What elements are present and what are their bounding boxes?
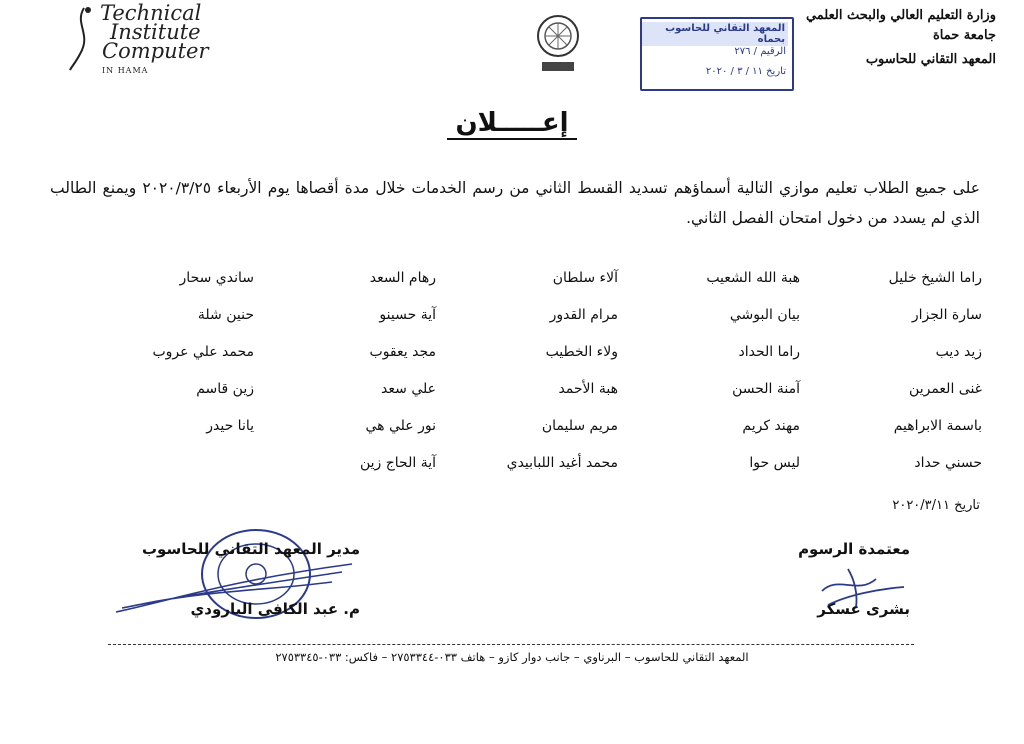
name-row <box>72 307 982 344</box>
student-name: ليس حوا <box>749 455 800 471</box>
announcement-title-text: إعـــــلان <box>447 108 576 140</box>
student-name: بيان البوشي <box>729 307 800 323</box>
name-row <box>72 344 982 381</box>
student-name: محمد أغيد اللبابيدي <box>506 455 618 471</box>
student-name: آية حسينو <box>379 307 436 323</box>
student-name: سارة الجزار <box>911 307 982 323</box>
ministry-name: وزارة التعليم العالي والبحث العلمي <box>805 8 996 23</box>
student-name: مريم سليمان <box>541 418 618 434</box>
student-name: باسمة الابراهيم <box>893 418 982 434</box>
fees-officer-title: معتمدة الرسوم <box>798 540 910 558</box>
student-name: رهام السعد <box>369 270 436 286</box>
director-title: مدير المعهد التقاني للحاسوب <box>141 540 360 558</box>
registration-stamp <box>640 17 794 91</box>
student-name: مرام القدور <box>549 307 618 323</box>
student-name: مهند كريم <box>742 418 800 434</box>
student-name: هبة الأحمد <box>558 381 618 397</box>
student-name: ولاء الخطيب <box>545 344 618 360</box>
ministry-header <box>806 6 996 70</box>
logo-word-institute: Institute <box>110 20 201 44</box>
institute-logo <box>72 1 209 80</box>
director-signature-icon <box>112 560 362 620</box>
student-names-list <box>72 270 982 492</box>
stamp-number: الرقيم / ٢٧٦ <box>734 46 786 57</box>
student-name: آمنة الحسن <box>732 381 800 397</box>
logo-word-computer: Computer <box>102 39 209 63</box>
stamp-title: المعهد التقاني للحاسوب بحماه <box>642 22 788 46</box>
student-name: مجد يعقوب <box>369 344 436 360</box>
university-emblem-icon <box>532 12 584 78</box>
student-name: راما الحداد <box>738 344 800 360</box>
logo-mark-icon <box>66 4 96 74</box>
name-row <box>72 270 982 307</box>
student-name: ساندي سحار <box>179 270 254 286</box>
name-row <box>72 455 982 492</box>
student-name: زين قاسم <box>196 381 254 397</box>
institute-name: المعهد التقاني للحاسوب <box>865 52 996 67</box>
footer-divider <box>108 644 914 645</box>
student-name: علي سعد <box>381 381 436 397</box>
fees-officer-signature-icon <box>818 565 908 610</box>
student-name: نور علي هي <box>365 418 436 434</box>
student-name: هبة الله الشعيب <box>706 270 800 286</box>
student-name: يانا حيدر <box>206 418 254 434</box>
director-name: م. عبد الكافي البارودي <box>190 600 360 618</box>
student-name: حنين شلة <box>197 307 254 323</box>
student-name: محمد علي عروب <box>152 344 254 360</box>
student-name <box>72 455 254 492</box>
student-name: آية الحاج زين <box>359 455 436 471</box>
name-row <box>72 381 982 418</box>
fees-officer-name: بشرى عسكر <box>817 600 910 618</box>
logo-word-technical: Technical <box>100 1 202 25</box>
announcement-body: على جميع الطلاب تعليم موازي التالية أسماؤهم تسديد القسط الثاني من رسم الخدمات خلال مدة أقصاها يوم الأربعاء ٢٠٢٠/٣/٢٥ ويمنع الطالب الذي لم يسدد من دخول امتحان الفصل الثاني. <box>50 179 980 227</box>
announcement-title <box>0 108 1024 138</box>
student-name: غنى العمرين <box>909 381 982 397</box>
document-date: تاريخ ٢٠٢٠/٣/١١ <box>892 498 980 513</box>
student-name: حسني حداد <box>914 455 982 471</box>
university-name: جامعة حماة <box>932 28 996 43</box>
footer-contact: المعهد التقاني للحاسوب – البرناوي – جانب دوار كازو – هاتف ٠٣٣-٢٧٥٣٣٤٤ – فاكس: ٠٣٣-٢٧٥٣٣٤٥ <box>275 650 749 664</box>
stamp-date: تاريخ ١١ / ٣ / ٢٠٢٠ <box>705 66 786 77</box>
student-name: آلاء سلطان <box>552 270 618 286</box>
name-row <box>72 418 982 455</box>
logo-word-in-hama: IN HAMA <box>102 66 149 75</box>
student-name: راما الشيخ خليل <box>888 270 982 286</box>
student-name: زيد ديب <box>935 344 982 360</box>
